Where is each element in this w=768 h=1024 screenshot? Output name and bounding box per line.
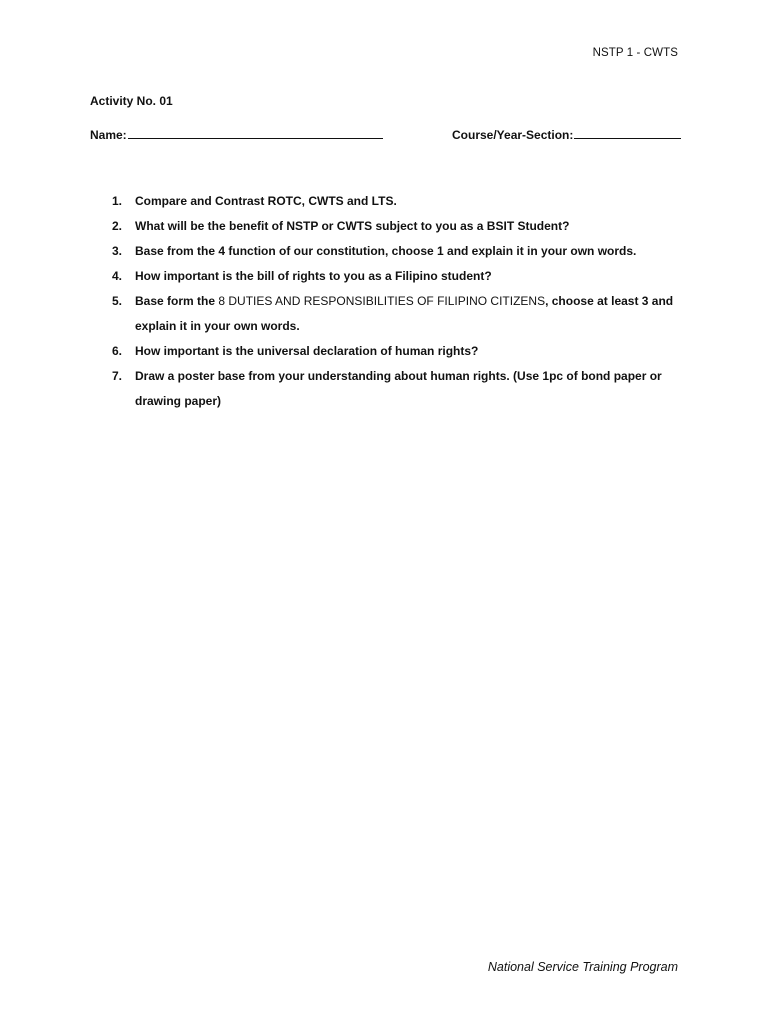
question-text: What will be the benefit of NSTP or CWTS subject to you as a BSIT Student? bbox=[135, 219, 570, 233]
question-item bbox=[112, 264, 682, 289]
question-text bbox=[135, 294, 673, 333]
name-label: Name: bbox=[90, 128, 127, 142]
question-text-emphasis: 8 DUTIES AND RESPONSIBILITIES OF FILIPINO CITIZENS bbox=[218, 294, 546, 308]
name-blank-line bbox=[128, 127, 383, 139]
question-number: 6. bbox=[112, 344, 123, 358]
question-item bbox=[112, 189, 682, 214]
question-item bbox=[112, 239, 682, 264]
name-field bbox=[90, 127, 383, 142]
course-year-section-field bbox=[452, 127, 681, 142]
question-number: 1. bbox=[112, 194, 123, 208]
question-item bbox=[112, 339, 682, 364]
question-text-after: , choose at least 3 and explain it in your own words. bbox=[135, 294, 674, 333]
header-course-tag: NSTP 1 - CWTS bbox=[592, 47, 678, 59]
question-list bbox=[112, 189, 682, 414]
student-info-fields bbox=[90, 127, 690, 143]
question-item bbox=[112, 289, 682, 339]
question-number: 3. bbox=[112, 244, 123, 258]
question-text-before: Base form the bbox=[135, 294, 219, 308]
activity-title: Activity No. 01 bbox=[90, 94, 173, 108]
question-text: How important is the universal declaration of human rights? bbox=[135, 344, 479, 358]
footer-program-name: National Service Training Program bbox=[487, 960, 678, 974]
question-number: 4. bbox=[112, 269, 123, 283]
question-text: How important is the bill of rights to you as a Filipino student? bbox=[135, 269, 492, 283]
question-number: 2. bbox=[112, 219, 123, 233]
question-number: 5. bbox=[112, 294, 123, 308]
course-year-section-label: Course/Year-Section: bbox=[452, 128, 574, 142]
course-year-section-blank-line bbox=[574, 127, 681, 139]
question-text: Draw a poster base from your understanding about human rights. (Use 1pc of bond paper or drawing paper) bbox=[135, 369, 662, 408]
question-item bbox=[112, 214, 682, 239]
question-item bbox=[112, 364, 682, 414]
question-text: Compare and Contrast ROTC, CWTS and LTS. bbox=[135, 194, 397, 208]
question-text: Base from the 4 function of our constitution, choose 1 and explain it in your own words. bbox=[135, 244, 637, 258]
question-number: 7. bbox=[112, 369, 123, 383]
